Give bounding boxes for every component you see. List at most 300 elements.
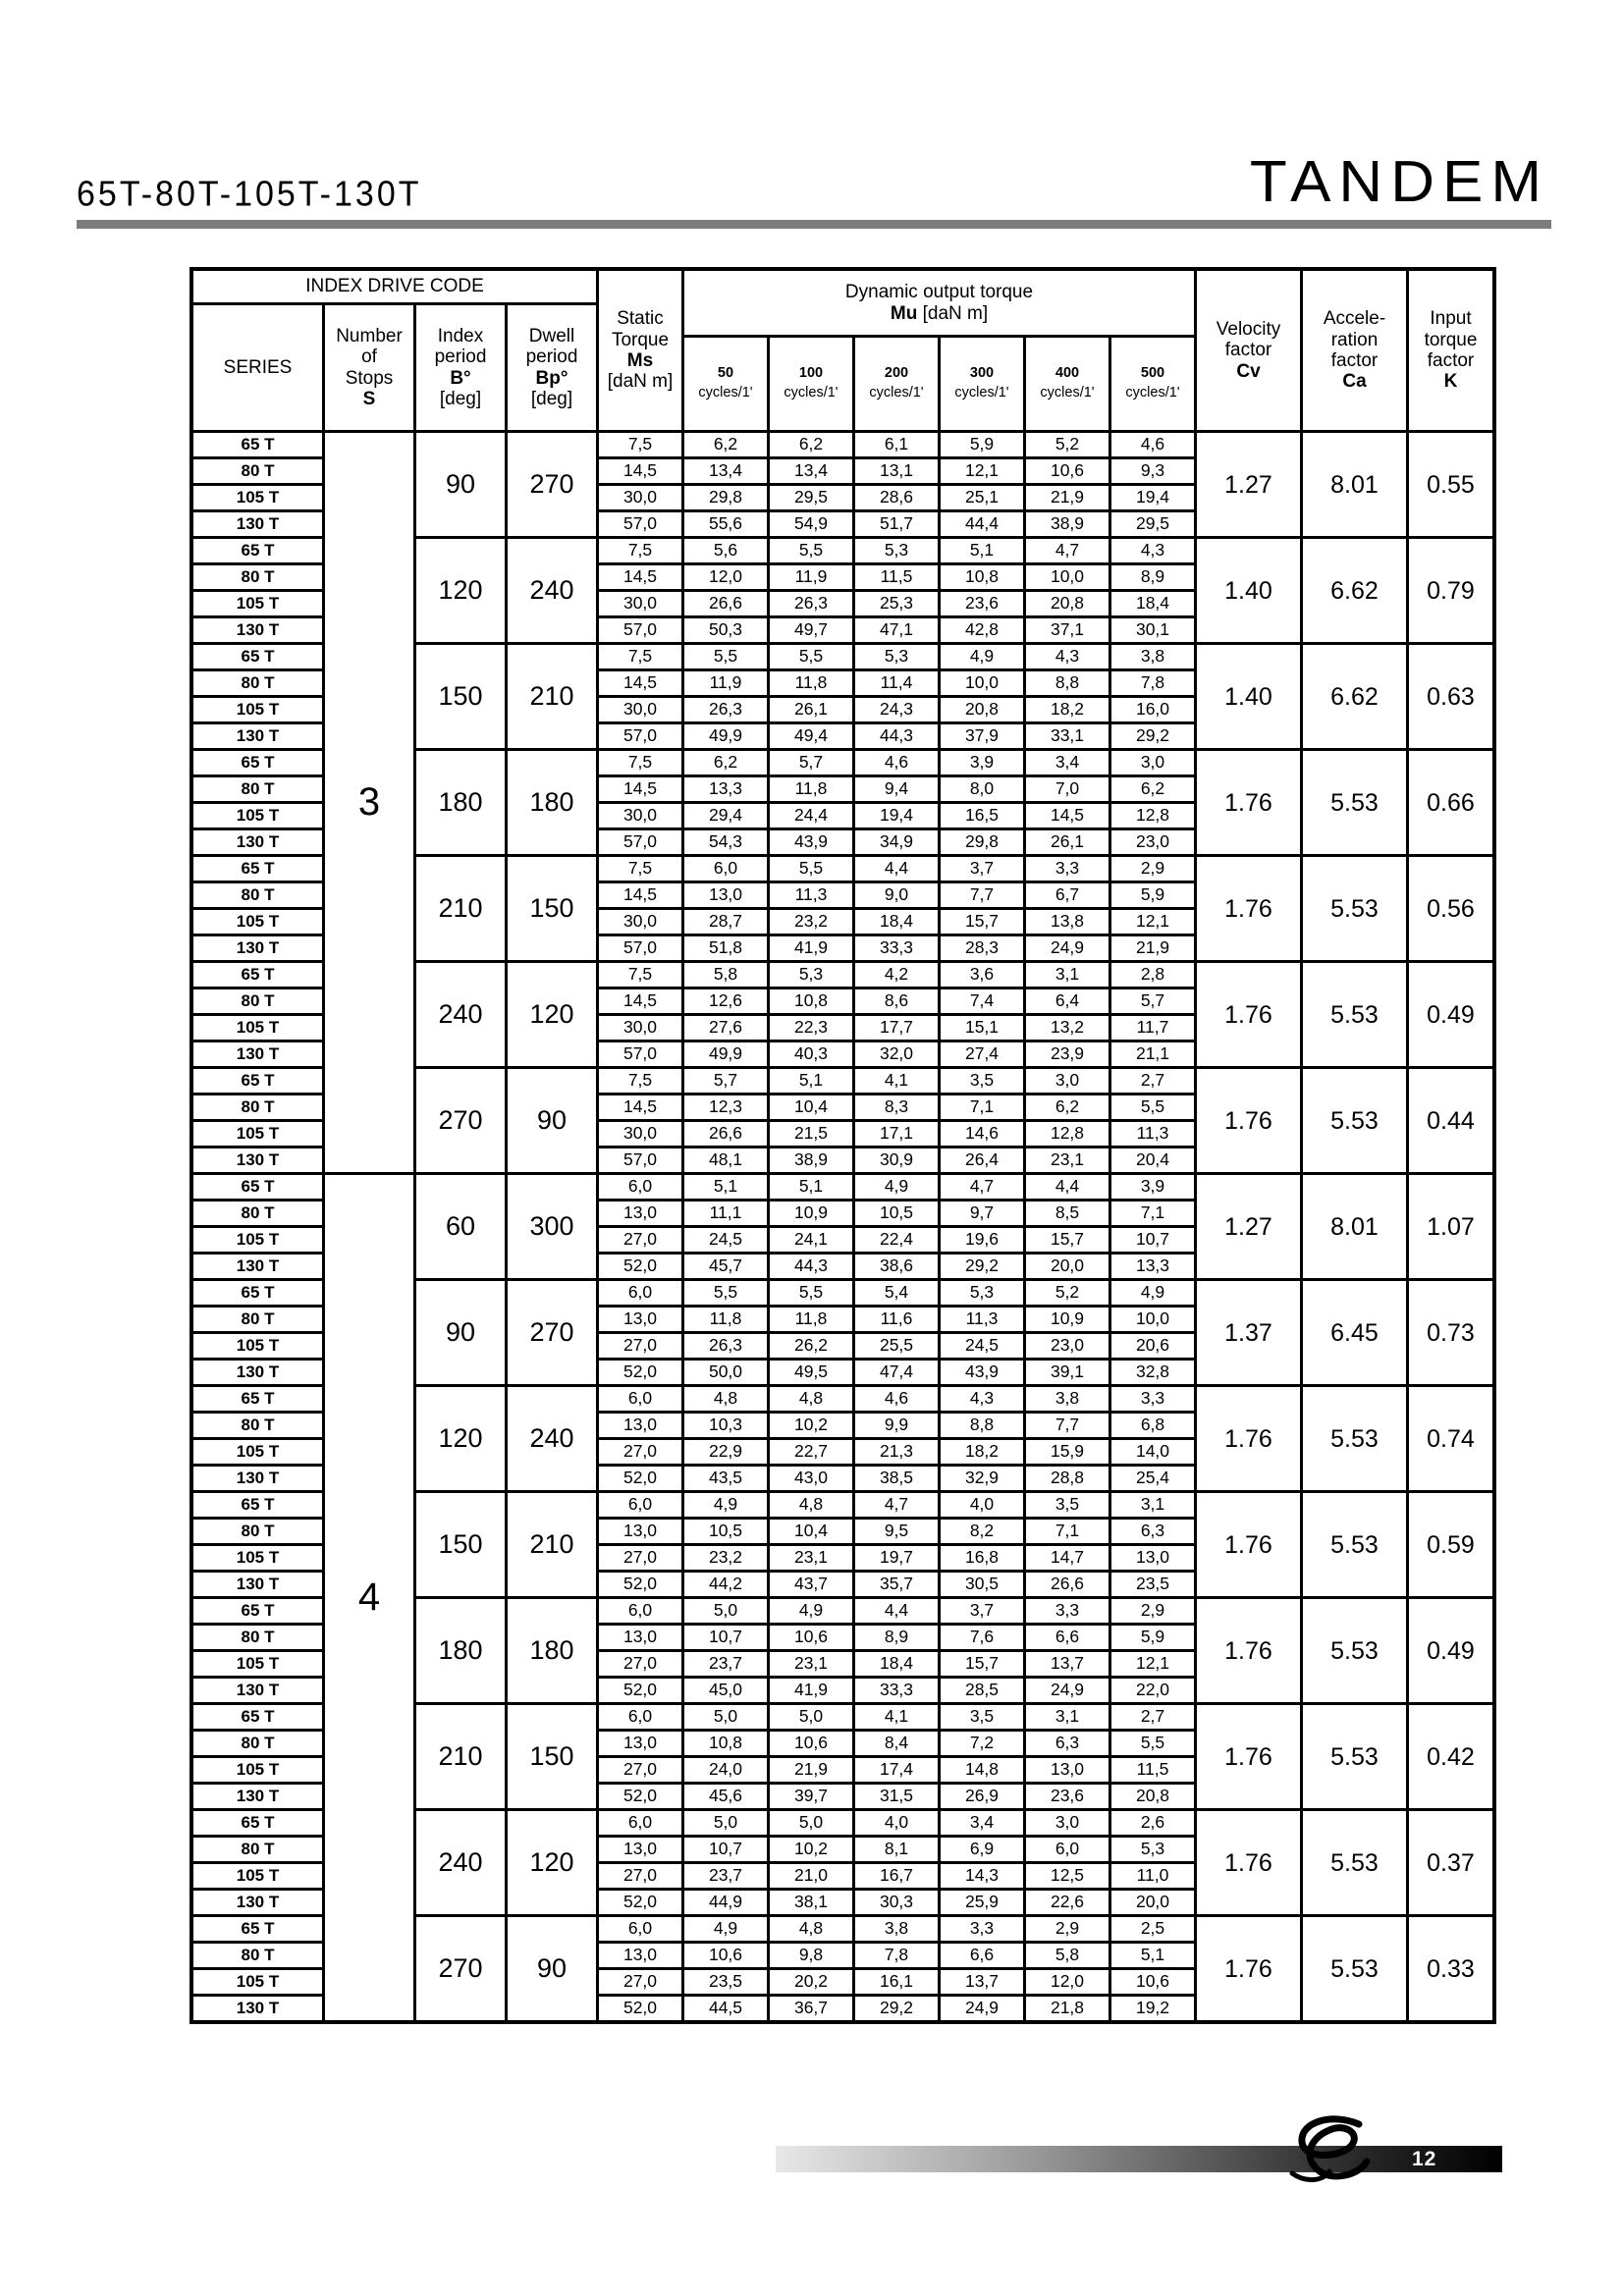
mu-cell-s0-g0: 13,4 [770, 459, 852, 483]
dwell-period-cell-s1-g2: 240 [508, 1387, 596, 1490]
mu-cell-s0-g0: 55,6 [684, 512, 767, 536]
mu-cell-s1-g4: 28,5 [941, 1679, 1023, 1702]
mu-cell-s1-g5: 39,7 [770, 1785, 852, 1808]
mu-cell-s1-g2: 43,5 [684, 1467, 767, 1490]
static-torque-cell-s1-g1: 52,0 [599, 1361, 681, 1384]
mu-cell-s0-g4: 28,3 [941, 936, 1023, 960]
static-torque-cell-s1-g5: 13,0 [599, 1732, 681, 1755]
mu-cell-s0-g5: 49,9 [684, 1042, 767, 1066]
cycles-header-200: 200 cycles/1' [855, 338, 938, 430]
mu-cell-s0-g1: 50,3 [684, 618, 767, 642]
mu-cell-s0-g3: 4,6 [855, 751, 938, 774]
mu-cell-s0-g1: 47,1 [855, 618, 938, 642]
dwell-period-cell-s0-g4: 150 [508, 857, 596, 960]
series-cell-s0-g0: 80 T [193, 459, 322, 483]
mu-cell-s0-g6: 3,5 [941, 1069, 1023, 1093]
mu-cell-s0-g2: 26,1 [770, 698, 852, 721]
static-torque-cell-s0-g5: 7,5 [599, 963, 681, 987]
mu-cell-s0-g5: 21,1 [1111, 1042, 1194, 1066]
mu-cell-s0-g0: 25,1 [941, 486, 1023, 509]
mu-cell-s1-g3: 44,2 [684, 1573, 767, 1596]
acceleration-factor-cell-s1-g2: 5.53 [1303, 1387, 1406, 1490]
mu-cell-s0-g3: 3,4 [1026, 751, 1109, 774]
mu-cell-s0-g5: 11,7 [1111, 1016, 1194, 1040]
mu-cell-s1-g3: 7,1 [1026, 1520, 1109, 1543]
mu-cell-s0-g6: 5,5 [1111, 1095, 1194, 1119]
series-cell-s1-g7: 105 T [193, 1970, 322, 1994]
mu-cell-s0-g3: 11,8 [770, 777, 852, 801]
mu-cell-s1-g4: 22,0 [1111, 1679, 1194, 1702]
velocity-factor-cell-s0-g6: 1.76 [1197, 1069, 1300, 1172]
mu-cell-s1-g6: 38,1 [770, 1891, 852, 1914]
static-torque-cell-s1-g6: 6,0 [599, 1811, 681, 1835]
mu-cell-s1-g0: 7,1 [1111, 1201, 1194, 1225]
mu-cell-s0-g4: 41,9 [770, 936, 852, 960]
mu-cell-s1-g1: 23,0 [1026, 1334, 1109, 1358]
mu-cell-s1-g1: 10,9 [1026, 1308, 1109, 1331]
mu-cell-s0-g4: 6,7 [1026, 883, 1109, 907]
static-torque-cell-s1-g3: 52,0 [599, 1573, 681, 1596]
mu-cell-s1-g3: 23,2 [684, 1546, 767, 1570]
index-period-cell-s1-g2: 120 [416, 1387, 505, 1490]
mu-cell-s0-g2: 20,8 [941, 698, 1023, 721]
mu-cell-s0-g2: 5,5 [684, 645, 767, 668]
mu-cell-s1-g5: 31,5 [855, 1785, 938, 1808]
mu-cell-s0-g0: 5,9 [941, 433, 1023, 456]
mu-cell-s1-g5: 45,6 [684, 1785, 767, 1808]
mu-cell-s0-g1: 26,6 [684, 592, 767, 615]
input-torque-factor-cell-s1-g7: 0.33 [1409, 1917, 1492, 2020]
mu-cell-s0-g0: 9,3 [1111, 459, 1194, 483]
series-cell-s1-g5: 65 T [193, 1705, 322, 1729]
mu-cell-s0-g6: 5,1 [770, 1069, 852, 1093]
mu-cell-s1-g5: 6,3 [1026, 1732, 1109, 1755]
mu-cell-s0-g5: 3,1 [1026, 963, 1109, 987]
mu-cell-s1-g6: 6,9 [941, 1838, 1023, 1861]
input-torque-factor-cell-s1-g0: 1.07 [1409, 1175, 1492, 1278]
mu-cell-s0-g3: 29,4 [684, 804, 767, 828]
mu-cell-s0-g6: 12,8 [1026, 1122, 1109, 1146]
series-cell-s0-g1: 80 T [193, 565, 322, 589]
mu-cell-s1-g2: 8,8 [941, 1414, 1023, 1437]
series-cell-s1-g5: 105 T [193, 1758, 322, 1782]
mu-cell-s0-g0: 29,5 [1111, 512, 1194, 536]
mu-cell-s1-g1: 4,9 [1111, 1281, 1194, 1305]
mu-cell-s1-g5: 23,6 [1026, 1785, 1109, 1808]
mu-cell-s0-g2: 44,3 [855, 724, 938, 748]
mu-cell-s1-g4: 3,3 [1026, 1599, 1109, 1623]
static-torque-cell-s1-g3: 27,0 [599, 1546, 681, 1570]
dwell-period-cell-s1-g6: 120 [508, 1811, 596, 1914]
mu-cell-s1-g4: 33,3 [855, 1679, 938, 1702]
mu-cell-s0-g1: 5,6 [684, 539, 767, 562]
mu-cell-s1-g2: 22,9 [684, 1440, 767, 1464]
mu-cell-s0-g0: 38,9 [1026, 512, 1109, 536]
mu-cell-s1-g3: 10,5 [684, 1520, 767, 1543]
static-torque-cell-s1-g2: 27,0 [599, 1440, 681, 1464]
mu-cell-s1-g2: 18,2 [941, 1440, 1023, 1464]
series-cell-s1-g1: 105 T [193, 1334, 322, 1358]
acceleration-factor-cell-s1-g3: 5.53 [1303, 1493, 1406, 1596]
mu-cell-s1-g3: 16,8 [941, 1546, 1023, 1570]
input-torque-factor-header: Input torque factor K [1409, 271, 1492, 430]
mu-cell-s0-g3: 6,2 [684, 751, 767, 774]
index-period-cell-s1-g3: 150 [416, 1493, 505, 1596]
mu-cell-s0-g5: 3,6 [941, 963, 1023, 987]
static-torque-header: Static Torque Ms [daN m] [599, 271, 681, 430]
acceleration-factor-cell-s1-g7: 5.53 [1303, 1917, 1406, 2020]
mu-cell-s0-g3: 9,4 [855, 777, 938, 801]
mu-cell-s0-g4: 18,4 [855, 910, 938, 934]
static-torque-cell-s0-g3: 7,5 [599, 751, 681, 774]
static-torque-cell-s1-g1: 13,0 [599, 1308, 681, 1331]
static-torque-cell-s0-g1: 14,5 [599, 565, 681, 589]
header-divider [77, 220, 1551, 229]
mu-cell-s1-g5: 11,5 [1111, 1758, 1194, 1782]
mu-cell-s1-g3: 26,6 [1026, 1573, 1109, 1596]
mu-cell-s0-g3: 3,9 [941, 751, 1023, 774]
velocity-factor-cell-s1-g4: 1.76 [1197, 1599, 1300, 1702]
mu-cell-s1-g6: 22,6 [1026, 1891, 1109, 1914]
mu-cell-s0-g1: 25,3 [855, 592, 938, 615]
mu-cell-s0-g6: 5,7 [684, 1069, 767, 1093]
input-torque-factor-cell-s0-g2: 0.63 [1409, 645, 1492, 748]
mu-cell-s1-g1: 10,0 [1111, 1308, 1194, 1331]
mu-cell-s1-g2: 4,3 [941, 1387, 1023, 1411]
mu-cell-s0-g1: 10,8 [941, 565, 1023, 589]
mu-cell-s1-g4: 12,1 [1111, 1652, 1194, 1676]
mu-cell-s0-g0: 19,4 [1111, 486, 1194, 509]
mu-cell-s1-g2: 4,6 [855, 1387, 938, 1411]
mu-cell-s0-g1: 20,8 [1026, 592, 1109, 615]
mu-cell-s1-g3: 23,1 [770, 1546, 852, 1570]
mu-cell-s0-g1: 10,0 [1026, 565, 1109, 589]
static-torque-cell-s1-g7: 52,0 [599, 1997, 681, 2020]
mu-cell-s0-g3: 5,7 [770, 751, 852, 774]
series-cell-s0-g4: 130 T [193, 936, 322, 960]
static-torque-cell-s0-g1: 7,5 [599, 539, 681, 562]
series-cell-s0-g1: 130 T [193, 618, 322, 642]
dwell-period-cell-s1-g5: 150 [508, 1705, 596, 1808]
velocity-factor-cell-s1-g0: 1.27 [1197, 1175, 1300, 1278]
series-cell-s0-g1: 65 T [193, 539, 322, 562]
index-period-cell-s0-g6: 270 [416, 1069, 505, 1172]
series-cell-s1-g2: 105 T [193, 1440, 322, 1464]
mu-cell-s1-g3: 30,5 [941, 1573, 1023, 1596]
mu-cell-s0-g2: 29,2 [1111, 724, 1194, 748]
mu-cell-s0-g5: 5,8 [684, 963, 767, 987]
mu-cell-s1-g6: 23,7 [684, 1864, 767, 1888]
series-cell-s0-g5: 80 T [193, 989, 322, 1013]
static-torque-cell-s1-g6: 13,0 [599, 1838, 681, 1861]
mu-cell-s0-g4: 7,7 [941, 883, 1023, 907]
mu-cell-s1-g1: 25,5 [855, 1334, 938, 1358]
input-torque-factor-cell-s0-g3: 0.66 [1409, 751, 1492, 854]
mu-cell-s0-g2: 49,4 [770, 724, 852, 748]
static-torque-cell-s0-g0: 30,0 [599, 486, 681, 509]
mu-cell-s0-g6: 2,7 [1111, 1069, 1194, 1093]
index-period-cell-s1-g0: 60 [416, 1175, 505, 1278]
page-number: 12 [1412, 2148, 1437, 2170]
mu-cell-s0-g1: 5,1 [941, 539, 1023, 562]
dwell-period-cell-s0-g3: 180 [508, 751, 596, 854]
mu-cell-s0-g6: 10,4 [770, 1095, 852, 1119]
dwell-period-header: Dwell period Bp° [deg] [508, 305, 596, 430]
cycles-header-300: 300 cycles/1' [941, 338, 1023, 430]
mu-cell-s0-g4: 5,9 [1111, 883, 1194, 907]
mu-cell-s0-g1: 8,9 [1111, 565, 1194, 589]
mu-cell-s0-g1: 11,5 [855, 565, 938, 589]
mu-cell-s0-g5: 40,3 [770, 1042, 852, 1066]
static-torque-cell-s1-g6: 27,0 [599, 1864, 681, 1888]
index-period-cell-s1-g4: 180 [416, 1599, 505, 1702]
series-cell-s0-g0: 65 T [193, 433, 322, 456]
mu-cell-s1-g7: 13,7 [941, 1970, 1023, 1994]
mu-cell-s1-g2: 7,7 [1026, 1414, 1109, 1437]
mu-cell-s0-g2: 7,8 [1111, 671, 1194, 695]
series-cell-s1-g1: 65 T [193, 1281, 322, 1305]
mu-cell-s1-g1: 5,3 [941, 1281, 1023, 1305]
mu-cell-s0-g0: 54,9 [770, 512, 852, 536]
mu-cell-s0-g6: 11,3 [1111, 1122, 1194, 1146]
index-period-cell-s1-g7: 270 [416, 1917, 505, 2020]
mu-cell-s0-g5: 10,8 [770, 989, 852, 1013]
acceleration-factor-cell-s1-g4: 5.53 [1303, 1599, 1406, 1702]
mu-cell-s0-g6: 30,9 [855, 1148, 938, 1172]
mu-cell-s0-g5: 12,6 [684, 989, 767, 1013]
index-period-cell-s0-g3: 180 [416, 751, 505, 854]
mu-cell-s0-g1: 37,1 [1026, 618, 1109, 642]
mu-cell-s1-g0: 3,9 [1111, 1175, 1194, 1199]
static-torque-cell-s0-g1: 57,0 [599, 618, 681, 642]
mu-cell-s0-g5: 23,9 [1026, 1042, 1109, 1066]
mu-cell-s1-g5: 17,4 [855, 1758, 938, 1782]
series-cell-s0-g2: 105 T [193, 698, 322, 721]
acceleration-factor-cell-s1-g0: 8.01 [1303, 1175, 1406, 1278]
acceleration-factor-cell-s1-g5: 5.53 [1303, 1705, 1406, 1808]
static-torque-cell-s1-g0: 13,0 [599, 1201, 681, 1225]
mu-cell-s1-g0: 4,9 [855, 1175, 938, 1199]
index-period-cell-s1-g1: 90 [416, 1281, 505, 1384]
mu-cell-s1-g6: 2,6 [1111, 1811, 1194, 1835]
mu-cell-s0-g3: 23,0 [1111, 830, 1194, 854]
mu-cell-s1-g0: 9,7 [941, 1201, 1023, 1225]
static-torque-cell-s0-g3: 57,0 [599, 830, 681, 854]
mu-cell-s0-g1: 4,7 [1026, 539, 1109, 562]
mu-cell-s1-g6: 14,3 [941, 1864, 1023, 1888]
mu-cell-s1-g7: 24,9 [941, 1997, 1023, 2020]
mu-cell-s0-g0: 6,2 [770, 433, 852, 456]
series-cell-s1-g4: 130 T [193, 1679, 322, 1702]
mu-cell-s1-g4: 10,7 [684, 1626, 767, 1649]
static-torque-cell-s1-g0: 52,0 [599, 1255, 681, 1278]
mu-cell-s1-g7: 3,8 [855, 1917, 938, 1941]
input-torque-factor-cell-s0-g4: 0.56 [1409, 857, 1492, 960]
mu-cell-s1-g7: 44,5 [684, 1997, 767, 2020]
mu-cell-s0-g4: 9,0 [855, 883, 938, 907]
mu-cell-s0-g2: 11,8 [770, 671, 852, 695]
series-cell-s0-g6: 130 T [193, 1148, 322, 1172]
series-cell-s0-g5: 130 T [193, 1042, 322, 1066]
mu-cell-s1-g7: 16,1 [855, 1970, 938, 1994]
series-cell-s0-g3: 105 T [193, 804, 322, 828]
input-torque-factor-cell-s0-g1: 0.79 [1409, 539, 1492, 642]
cycles-header-50: 50 cycles/1' [684, 338, 767, 430]
mu-cell-s1-g6: 3,4 [941, 1811, 1023, 1835]
mu-cell-s1-g7: 12,0 [1026, 1970, 1109, 1994]
mu-cell-s0-g0: 13,4 [684, 459, 767, 483]
mu-cell-s1-g6: 21,0 [770, 1864, 852, 1888]
mu-cell-s0-g0: 13,1 [855, 459, 938, 483]
index-period-cell-s0-g2: 150 [416, 645, 505, 748]
mu-cell-s1-g7: 10,6 [1111, 1970, 1194, 1994]
series-header [193, 305, 322, 430]
series-cell-s1-g7: 65 T [193, 1917, 322, 1941]
mu-cell-s1-g0: 10,7 [1111, 1228, 1194, 1252]
mu-cell-s1-g1: 32,8 [1111, 1361, 1194, 1384]
mu-cell-s0-g1: 5,3 [855, 539, 938, 562]
series-cell-s0-g6: 65 T [193, 1069, 322, 1093]
dwell-period-cell-s0-g2: 210 [508, 645, 596, 748]
static-torque-cell-s1-g6: 52,0 [599, 1891, 681, 1914]
mu-cell-s1-g1: 24,5 [941, 1334, 1023, 1358]
mu-cell-s1-g2: 25,4 [1111, 1467, 1194, 1490]
mu-cell-s1-g4: 15,7 [941, 1652, 1023, 1676]
footer-bar [776, 2146, 1502, 2172]
series-cell-s0-g5: 105 T [193, 1016, 322, 1040]
index-period-cell-s0-g1: 120 [416, 539, 505, 642]
static-torque-cell-s0-g5: 57,0 [599, 1042, 681, 1066]
mu-cell-s0-g0: 6,2 [684, 433, 767, 456]
input-torque-factor-cell-s1-g2: 0.74 [1409, 1387, 1492, 1490]
velocity-factor-cell-s1-g1: 1.37 [1197, 1281, 1300, 1384]
static-torque-cell-s0-g4: 30,0 [599, 910, 681, 934]
mu-cell-s1-g3: 3,5 [1026, 1493, 1109, 1517]
mu-cell-s1-g5: 3,5 [941, 1705, 1023, 1729]
input-torque-factor-cell-s1-g3: 0.59 [1409, 1493, 1492, 1596]
mu-cell-s0-g2: 11,9 [684, 671, 767, 695]
mu-cell-s0-g0: 51,7 [855, 512, 938, 536]
input-torque-factor-cell-s1-g1: 0.73 [1409, 1281, 1492, 1384]
mu-cell-s1-g3: 3,1 [1111, 1493, 1194, 1517]
series-cell-s1-g6: 105 T [193, 1864, 322, 1888]
mu-cell-s1-g2: 4,8 [684, 1387, 767, 1411]
mu-cell-s1-g4: 5,9 [1111, 1626, 1194, 1649]
series-cell-s1-g7: 130 T [193, 1997, 322, 2020]
mu-cell-s0-g6: 23,1 [1026, 1148, 1109, 1172]
mu-cell-s1-g2: 15,9 [1026, 1440, 1109, 1464]
mu-cell-s1-g0: 24,5 [684, 1228, 767, 1252]
static-torque-cell-s0-g6: 14,5 [599, 1095, 681, 1119]
dwell-period-cell-s0-g1: 240 [508, 539, 596, 642]
static-torque-cell-s0-g5: 30,0 [599, 1016, 681, 1040]
mu-cell-s1-g7: 4,9 [684, 1917, 767, 1941]
static-torque-cell-s0-g2: 30,0 [599, 698, 681, 721]
mu-cell-s1-g3: 9,5 [855, 1520, 938, 1543]
mu-cell-s1-g2: 22,7 [770, 1440, 852, 1464]
mu-cell-s0-g2: 37,9 [941, 724, 1023, 748]
static-torque-cell-s0-g0: 7,5 [599, 433, 681, 456]
mu-cell-s1-g3: 10,4 [770, 1520, 852, 1543]
series-cell-s1-g5: 80 T [193, 1732, 322, 1755]
brand-title: TANDEM [1249, 149, 1549, 215]
mu-cell-s1-g1: 11,8 [684, 1308, 767, 1331]
mu-cell-s1-g6: 8,1 [855, 1838, 938, 1861]
index-period-cell-s0-g5: 240 [416, 963, 505, 1066]
mu-cell-s1-g5: 10,8 [684, 1732, 767, 1755]
acceleration-factor-cell-s1-g1: 6.45 [1303, 1281, 1406, 1384]
mu-cell-s1-g6: 5,0 [684, 1811, 767, 1835]
mu-cell-s1-g0: 4,4 [1026, 1175, 1109, 1199]
static-torque-cell-s0-g2: 14,5 [599, 671, 681, 695]
acceleration-factor-cell-s0-g5: 5.53 [1303, 963, 1406, 1066]
input-torque-factor-cell-s0-g6: 0.44 [1409, 1069, 1492, 1172]
mu-cell-s0-g6: 8,3 [855, 1095, 938, 1119]
stops-cell-section-0: 3 [325, 433, 413, 1172]
mu-cell-s0-g4: 15,7 [941, 910, 1023, 934]
mu-cell-s1-g0: 11,1 [684, 1201, 767, 1225]
acceleration-factor-cell-s0-g6: 5.53 [1303, 1069, 1406, 1172]
mu-cell-s1-g6: 6,0 [1026, 1838, 1109, 1861]
mu-cell-s0-g5: 4,2 [855, 963, 938, 987]
mu-cell-s0-g0: 5,2 [1026, 433, 1109, 456]
mu-cell-s1-g2: 10,2 [770, 1414, 852, 1437]
mu-cell-s1-g7: 21,8 [1026, 1997, 1109, 2020]
mu-cell-s1-g4: 10,6 [770, 1626, 852, 1649]
mu-cell-s0-g0: 29,5 [770, 486, 852, 509]
series-cell-s0-g2: 80 T [193, 671, 322, 695]
mu-cell-s1-g6: 5,0 [770, 1811, 852, 1835]
mu-cell-s1-g4: 24,9 [1026, 1679, 1109, 1702]
mu-cell-s0-g5: 22,3 [770, 1016, 852, 1040]
dwell-period-cell-s1-g4: 180 [508, 1599, 596, 1702]
static-torque-cell-s1-g7: 6,0 [599, 1917, 681, 1941]
static-torque-cell-s0-g6: 7,5 [599, 1069, 681, 1093]
mu-cell-s1-g7: 2,5 [1111, 1917, 1194, 1941]
mu-cell-s1-g6: 10,7 [684, 1838, 767, 1861]
mu-cell-s1-g5: 2,7 [1111, 1705, 1194, 1729]
mu-cell-s0-g5: 13,2 [1026, 1016, 1109, 1040]
mu-cell-s0-g5: 17,7 [855, 1016, 938, 1040]
mu-cell-s0-g5: 6,4 [1026, 989, 1109, 1013]
dwell-period-cell-s1-g1: 270 [508, 1281, 596, 1384]
mu-cell-s1-g3: 4,7 [855, 1493, 938, 1517]
mu-cell-s1-g1: 26,2 [770, 1334, 852, 1358]
series-cell-s1-g0: 80 T [193, 1201, 322, 1225]
series-cell-s1-g6: 65 T [193, 1811, 322, 1835]
static-torque-cell-s0-g0: 57,0 [599, 512, 681, 536]
mu-cell-s0-g3: 6,2 [1111, 777, 1194, 801]
mu-cell-s0-g3: 34,9 [855, 830, 938, 854]
series-cell-s1-g4: 80 T [193, 1626, 322, 1649]
mu-cell-s1-g5: 24,0 [684, 1758, 767, 1782]
acceleration-factor-header: Accele- ration factor Ca [1303, 271, 1406, 430]
mu-cell-s1-g6: 5,3 [1111, 1838, 1194, 1861]
series-cell-s0-g4: 105 T [193, 910, 322, 934]
series-cell-s1-g7: 80 T [193, 1944, 322, 1967]
page-title: 65T-80T-105T-130T [77, 175, 422, 214]
mu-cell-s0-g4: 4,4 [855, 857, 938, 881]
mu-cell-s0-g6: 26,4 [941, 1148, 1023, 1172]
static-torque-cell-s1-g0: 6,0 [599, 1175, 681, 1199]
mu-cell-s1-g2: 9,9 [855, 1414, 938, 1437]
mu-cell-s1-g6: 11,0 [1111, 1864, 1194, 1888]
velocity-factor-cell-s1-g2: 1.76 [1197, 1387, 1300, 1490]
series-cell-s1-g0: 130 T [193, 1255, 322, 1278]
mu-cell-s1-g2: 14,0 [1111, 1440, 1194, 1464]
mu-cell-s1-g7: 6,6 [941, 1944, 1023, 1967]
mu-cell-s1-g1: 39,1 [1026, 1361, 1109, 1384]
